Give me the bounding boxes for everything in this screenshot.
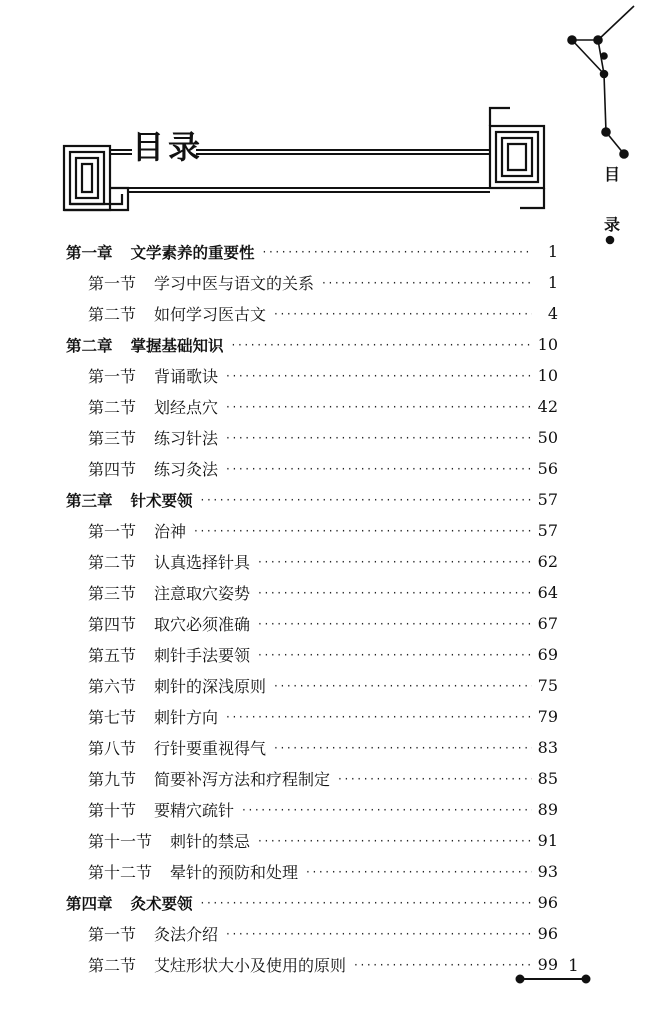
toc-entry-title: 行针要重视得气 <box>154 739 267 758</box>
side-label-char-1: 目 <box>603 165 620 184</box>
toc-page-number: 83 <box>537 738 558 757</box>
toc-entry-title: 学习中医与语文的关系 <box>154 274 315 293</box>
toc-page-number: 96 <box>537 924 558 943</box>
toc-entry-label: 第十二节 <box>88 863 153 882</box>
toc-entry-label: 第四节 <box>88 615 137 634</box>
toc-leader-dots <box>274 741 532 755</box>
toc-page-number: 42 <box>537 397 558 416</box>
toc-section-row[interactable] <box>66 825 558 856</box>
toc-entry-label: 第一节 <box>88 367 137 386</box>
toc-page-number: 57 <box>537 490 558 509</box>
toc-entry-label: 第二节 <box>88 553 137 572</box>
toc-entry-label: 第九节 <box>88 770 137 789</box>
toc-leader-dots <box>226 431 532 445</box>
toc-leader-dots <box>258 586 532 600</box>
toc-chapter-row[interactable] <box>66 484 558 515</box>
toc-section-row[interactable] <box>66 701 558 732</box>
page-number: 1 <box>568 956 579 976</box>
toc-entry-title: 简要补泻方法和疗程制定 <box>154 770 331 789</box>
toc-entry-title: 刺针的禁忌 <box>170 832 251 851</box>
toc-page-number: 10 <box>537 335 558 354</box>
toc-page-number: 79 <box>537 707 558 726</box>
toc-entry-title: 练习灸法 <box>154 460 219 479</box>
toc-entry-title: 练习针法 <box>154 429 219 448</box>
toc-section-row[interactable] <box>66 732 558 763</box>
left-fret-ornament <box>64 146 128 210</box>
toc-chapter-row[interactable] <box>66 236 558 267</box>
toc-leader-dots <box>263 245 532 259</box>
toc-entry-title: 文学素养的重要性 <box>130 243 255 262</box>
toc-entry-label: 第七节 <box>88 708 137 727</box>
toc-page-number: 75 <box>537 676 558 695</box>
toc-page-number: 93 <box>537 862 558 881</box>
toc-page-number: 96 <box>537 893 558 912</box>
toc-entry-label: 第一节 <box>88 522 137 541</box>
toc-entry-label: 第三节 <box>88 584 137 603</box>
toc-entry-title: 灸术要领 <box>130 894 193 913</box>
toc-entry-label: 第四章 <box>66 894 113 913</box>
table-of-contents <box>66 236 558 980</box>
page-title: 目录 <box>132 128 205 166</box>
toc-leader-dots <box>354 958 532 972</box>
toc-entry-title: 刺针方向 <box>154 708 219 727</box>
toc-section-row[interactable] <box>66 360 558 391</box>
toc-leader-dots <box>322 276 532 290</box>
toc-entry-label: 第十节 <box>88 801 137 820</box>
toc-section-row[interactable] <box>66 515 558 546</box>
toc-leader-dots <box>258 648 532 662</box>
toc-entry-label: 第二章 <box>66 336 113 355</box>
toc-entry-title: 要精穴疏针 <box>154 801 235 820</box>
toc-leader-dots <box>201 896 532 910</box>
toc-section-row[interactable] <box>66 794 558 825</box>
right-fret-ornament <box>490 108 544 208</box>
toc-entry-label: 第十一节 <box>88 832 153 851</box>
toc-section-row[interactable] <box>66 639 558 670</box>
toc-entry-title: 认真选择针具 <box>154 553 251 572</box>
toc-entry-title: 划经点穴 <box>154 398 219 417</box>
toc-page-number: 89 <box>537 800 558 819</box>
toc-entry-label: 第一章 <box>66 243 113 262</box>
toc-entry-title: 如何学习医古文 <box>154 305 267 324</box>
toc-entry-label: 第三节 <box>88 429 137 448</box>
toc-section-row[interactable] <box>66 422 558 453</box>
toc-page-number: 99 <box>537 955 558 974</box>
toc-entry-label: 第二节 <box>88 956 137 975</box>
toc-section-row[interactable] <box>66 949 558 980</box>
toc-page-number: 62 <box>537 552 558 571</box>
toc-section-row[interactable] <box>66 267 558 298</box>
toc-section-row[interactable] <box>66 453 558 484</box>
toc-entry-label: 第六节 <box>88 677 137 696</box>
toc-page-number: 64 <box>537 583 558 602</box>
toc-section-row[interactable] <box>66 298 558 329</box>
toc-section-row[interactable] <box>66 608 558 639</box>
toc-section-row[interactable] <box>66 391 558 422</box>
side-label-char-2: 录 <box>603 215 620 234</box>
toc-leader-dots <box>274 307 532 321</box>
toc-leader-dots <box>258 555 532 569</box>
toc-page-number: 67 <box>537 614 558 633</box>
toc-leader-dots <box>226 927 532 941</box>
toc-entry-label: 第四节 <box>88 460 137 479</box>
toc-leader-dots <box>258 617 532 631</box>
toc-entry-label: 第二节 <box>88 305 137 324</box>
toc-leader-dots <box>226 462 532 476</box>
constellation-ornament <box>568 6 634 244</box>
toc-leader-dots <box>258 834 532 848</box>
toc-page-number: 85 <box>537 769 558 788</box>
toc-entry-title: 背诵歌诀 <box>154 367 219 386</box>
toc-entry-title: 针术要领 <box>130 491 193 510</box>
toc-entry-label: 第三章 <box>66 491 113 510</box>
toc-page-number: 1 <box>547 273 558 292</box>
toc-entry-title: 艾炷形状大小及使用的原则 <box>154 956 347 975</box>
toc-entry-title: 灸法介绍 <box>154 925 219 944</box>
toc-leader-dots <box>201 493 532 507</box>
toc-entry-label: 第一节 <box>88 925 137 944</box>
toc-entry-label: 第八节 <box>88 739 137 758</box>
toc-page-number: 1 <box>547 242 558 261</box>
toc-section-row[interactable] <box>66 670 558 701</box>
toc-leader-dots <box>226 400 532 414</box>
toc-entry-label: 第二节 <box>88 398 137 417</box>
toc-page-number: 10 <box>537 366 558 385</box>
toc-entry-title: 掌握基础知识 <box>130 336 224 355</box>
toc-section-row[interactable] <box>66 577 558 608</box>
toc-entry-title: 治神 <box>154 522 187 541</box>
toc-section-row[interactable] <box>66 856 558 887</box>
toc-section-row[interactable] <box>66 763 558 794</box>
toc-entry-label: 第五节 <box>88 646 137 665</box>
toc-chapter-row[interactable] <box>66 329 558 360</box>
toc-chapter-row[interactable] <box>66 887 558 918</box>
toc-page-number: 69 <box>537 645 558 664</box>
toc-leader-dots <box>242 803 532 817</box>
toc-page-number: 4 <box>547 304 558 323</box>
toc-page-number: 50 <box>537 428 558 447</box>
toc-page-number: 56 <box>537 459 558 478</box>
toc-leader-dots <box>338 772 532 786</box>
toc-leader-dots <box>274 679 532 693</box>
toc-leader-dots <box>226 710 532 724</box>
toc-leader-dots <box>232 338 532 352</box>
toc-leader-dots <box>226 369 532 383</box>
toc-entry-title: 注意取穴姿势 <box>154 584 251 603</box>
toc-leader-dots <box>194 524 532 538</box>
toc-page-number: 91 <box>537 831 558 850</box>
toc-leader-dots <box>306 865 532 879</box>
toc-entry-title: 晕针的预防和处理 <box>170 863 299 882</box>
toc-section-row[interactable] <box>66 918 558 949</box>
toc-section-row[interactable] <box>66 546 558 577</box>
toc-page-number: 57 <box>537 521 558 540</box>
toc-entry-title: 刺针手法要领 <box>154 646 251 665</box>
toc-entry-title: 刺针的深浅原则 <box>154 677 267 696</box>
toc-entry-title: 取穴必须准确 <box>154 615 251 634</box>
toc-entry-label: 第一节 <box>88 274 137 293</box>
